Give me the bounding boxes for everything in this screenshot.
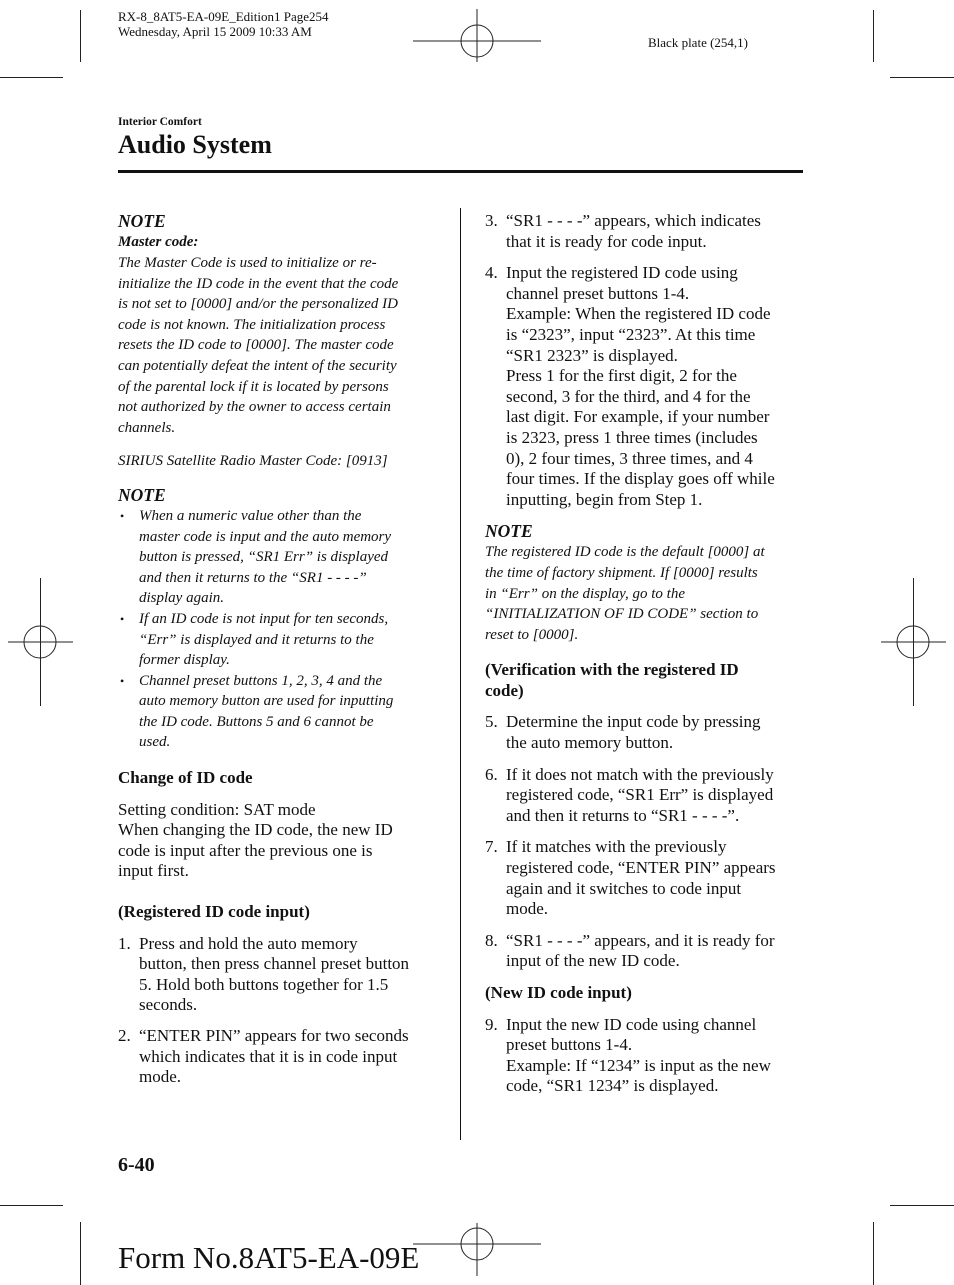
step-number: 7. <box>485 837 498 857</box>
note-line: “INITIALIZATION OF ID CODE” section to <box>485 606 759 623</box>
step-line: Determine the input code by pressing <box>506 712 761 732</box>
step-line: Press 1 for the first digit, 2 for the <box>506 366 737 386</box>
note-line: reset to [0000]. <box>485 626 579 643</box>
step-item <box>485 211 805 252</box>
step-line: preset buttons 1-4. <box>506 1035 633 1055</box>
page-title: Audio System <box>118 130 272 159</box>
bullet-dot: • <box>120 673 125 688</box>
step-line: the auto memory button. <box>506 733 674 753</box>
bullet-line: used. <box>139 734 171 751</box>
print-header-line: Wednesday, April 15 2009 10:33 AM <box>118 24 312 39</box>
note-heading: NOTE <box>485 521 533 542</box>
note-bullet <box>118 506 448 609</box>
step-line: Input the new ID code using channel <box>506 1014 757 1034</box>
note-line: can potentially defeat the intent of the security <box>118 357 397 374</box>
step-line: Example: When the registered ID code <box>506 304 771 324</box>
step-item <box>485 712 805 753</box>
step-line: 5. Hold both buttons together for 1.5 <box>139 974 389 994</box>
step-line: inputting, begin from Step 1. <box>506 489 703 509</box>
bullet-line: If an ID code is not input for ten seconds, <box>139 610 389 627</box>
bullet-line: the ID code. Buttons 5 and 6 cannot be <box>139 713 374 730</box>
step-line: seconds. <box>139 995 198 1015</box>
note-line: in “Err” on the display, go to the <box>485 585 686 602</box>
note-line: not authorized by the owner to access certain <box>118 399 391 416</box>
step-line: that it is ready for code input. <box>506 231 707 251</box>
print-header-line: RX-8_8AT5-EA-09E_Edition1 Page254 <box>118 9 329 24</box>
step-line: input of the new ID code. <box>506 951 680 971</box>
step-line: If it does not match with the previously <box>506 764 774 784</box>
note-block <box>118 211 448 472</box>
step-item <box>485 837 805 919</box>
step-line: which indicates that it is in code input <box>139 1046 398 1066</box>
step-line: Press and hold the auto memory <box>139 933 358 953</box>
step-line: “SR1 2323” is displayed. <box>506 345 678 365</box>
step-line: last digit. For example, if your number <box>506 407 770 427</box>
bullet-dot: • <box>120 508 125 523</box>
step-line: mode. <box>506 899 549 919</box>
step-item <box>118 1026 448 1088</box>
print-header <box>118 9 329 39</box>
step-item <box>485 1015 805 1097</box>
note-line: is not set to [0000] and/or the personalized ID <box>118 296 398 313</box>
step-number: 5. <box>485 712 498 732</box>
step-item <box>118 934 448 1016</box>
heading-line: (Verification with the registered ID <box>485 660 739 680</box>
right-column <box>485 211 805 1097</box>
note-heading: NOTE <box>118 211 166 231</box>
step-line: registered code, “ENTER PIN” appears <box>506 858 776 878</box>
step-line: again and it switches to code input <box>506 878 742 898</box>
section-label: Interior Comfort <box>118 116 202 128</box>
title-rule <box>118 170 803 173</box>
subsection-heading <box>485 660 805 701</box>
step-line: is “2323”, input “2323”. At this time <box>506 324 756 344</box>
bullet-line: master code is input and the auto memory <box>139 528 392 545</box>
note-line: resets the ID code to [0000]. The master code <box>118 337 394 354</box>
step-number: 4. <box>485 263 498 283</box>
note-line: The Master Code is used to initialize or re- <box>118 255 377 271</box>
step-line: 0), 2 four times, 3 three times, and 4 <box>506 448 753 468</box>
step-number: 2. <box>118 1026 131 1045</box>
note-block <box>485 521 805 645</box>
step-line: button, then press channel preset button <box>139 954 410 974</box>
step-line: and then it returns to “SR1 - - - -”. <box>506 805 740 825</box>
note-line: The registered ID code is the default [0000] at <box>485 544 765 561</box>
bullet-line: display again. <box>139 590 224 607</box>
subsection-heading: (New ID code input) <box>485 983 632 1002</box>
step-line: Input the registered ID code using <box>506 263 738 283</box>
note-text <box>118 253 448 472</box>
bullet-line: “Err” is displayed and it returns to the <box>139 631 374 648</box>
step-number: 9. <box>485 1014 498 1034</box>
step-line: channel preset buttons 1-4. <box>506 283 690 303</box>
note-block <box>118 485 448 753</box>
step-line: Example: If “1234” is input as the new <box>506 1055 771 1075</box>
step-line: “SR1 - - - -” appears, which indicates <box>506 211 761 230</box>
note-line: initialize the ID code in the event that the code <box>118 275 399 292</box>
bullet-line: auto memory button are used for inputting <box>139 693 394 710</box>
bullet-line: Channel preset buttons 1, 2, 3, 4 and the <box>139 672 383 689</box>
step-number: 1. <box>118 933 131 953</box>
paragraph <box>118 800 448 882</box>
note-heading: NOTE <box>118 484 166 505</box>
step-line: registered code, “SR1 Err” is displayed <box>506 785 774 805</box>
step-number: 3. <box>485 211 498 230</box>
note-bullet <box>118 671 448 753</box>
step-line: four times. If the display goes off while <box>506 469 775 489</box>
bullet-dot: • <box>120 611 125 626</box>
paragraph-line: Setting condition: SAT mode <box>118 799 316 819</box>
step-line: is 2323, press 1 three times (includes <box>506 427 758 447</box>
form-number: Form No.8AT5-EA-09E <box>118 1240 420 1275</box>
paragraph-line: When changing the ID code, the new ID <box>118 820 393 840</box>
left-column <box>118 211 448 1088</box>
note-line: of the parental lock if it is located by persons <box>118 378 389 395</box>
subsection-heading: (Registered ID code input) <box>118 902 310 922</box>
note-line: code is not known. The initialization process <box>118 316 386 333</box>
print-plate: Black plate (254,1) <box>648 35 748 50</box>
step-line: If it matches with the previously <box>506 837 727 857</box>
step-item <box>485 931 805 972</box>
step-line: “SR1 - - - -” appears, and it is ready for <box>506 930 775 950</box>
bullet-line: former display. <box>139 652 230 669</box>
note-line: the time of factory shipment. If [0000] results <box>485 564 758 581</box>
step-item <box>485 765 805 827</box>
step-item <box>485 263 805 510</box>
subsection-heading: Change of ID code <box>118 768 253 788</box>
bullet-line: button is pressed, “SR1 Err” is displayed <box>139 549 389 566</box>
heading-line: code) <box>485 680 524 700</box>
step-number: 8. <box>485 930 498 950</box>
note-subheading: Master code: <box>118 234 199 250</box>
step-line: mode. <box>139 1067 182 1087</box>
bullet-line: and then it returns to the “SR1 - - - -” <box>139 569 367 586</box>
note-line: channels. <box>118 419 176 436</box>
step-line: “ENTER PIN” appears for two seconds <box>139 1026 409 1045</box>
step-number: 6. <box>485 764 498 784</box>
bullet-line: When a numeric value other than the <box>139 507 362 524</box>
note-text <box>485 542 805 645</box>
step-line: second, 3 for the third, and 4 for the <box>506 386 751 406</box>
page-number: 6-40 <box>118 1154 155 1176</box>
note-bullet <box>118 609 448 671</box>
master-code-line: SIRIUS Satellite Radio Master Code: [0913] <box>118 453 388 470</box>
paragraph-line: code is input after the previous one is <box>118 840 373 860</box>
paragraph-line: input first. <box>118 861 189 881</box>
step-line: code, “SR1 1234” is displayed. <box>506 1076 719 1096</box>
column-divider <box>460 208 461 1140</box>
